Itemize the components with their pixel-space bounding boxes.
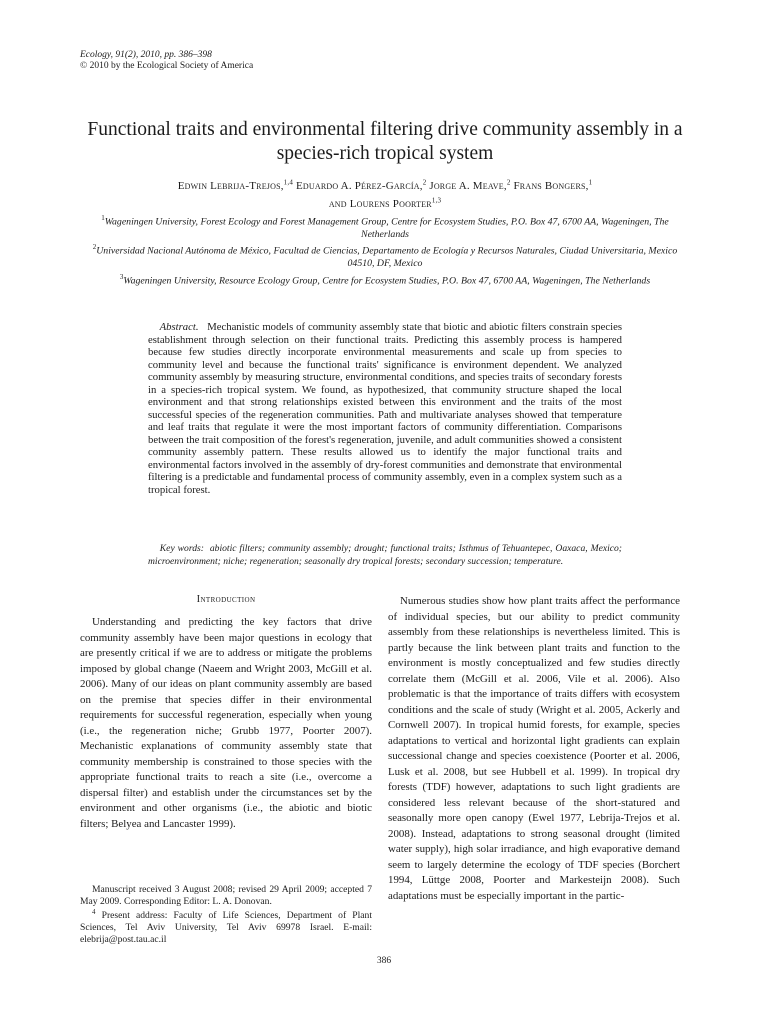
abstract-text: Mechanistic models of community assembly state that biotic and abiotic filters constrain species establishment through selection on their functional traits. Predicting this assembly process is hampered because few studies directly incorporate environmental measurements and scale up from species to community level and because the functional traits' significance is environment dependent. We analyzed community assembly by measuring structure, environmental conditions, and species traits of secondary forests in a species-rich tropical system. We found, as hypothesized, that community structure shaped the local environment and that strong relationships existed between this environment and the traits of the most successful species of the regeneration communities. Path and multivariate analyses showed that temperature and leaf traits that regulate it were the most important factors of community differentiation. Comparisons between the trait composition of the forest's regeneration, juvenile, and adult communities showed a consistent community assembly pattern. These results allowed us to identify the major functional traits and environmental factors involved in the assembly of dry-forest communities and demonstrate that environmental filtering is a predictable and fundamental process of community assembly, even in a complex system such as a tropical forest. — [148, 321, 622, 496]
author-list — [80, 175, 690, 212]
journal-citation: Ecology, 91(2), 2010, pp. 386–398 — [80, 50, 212, 60]
journal-reference — [80, 50, 253, 72]
paper-title: Functional traits and environmental filtering drive community assembly in a species-rich tropical system — [87, 119, 683, 164]
affiliation: $^3$Wageningen University, Resource Ecology Group, Centre for Ecosystem Studies, P.O. Box 47, 6700 AA, Wageningen, The Netherlands — [119, 272, 651, 286]
page-number: 386 — [376, 956, 392, 966]
paragraph: Numerous studies show how plant traits affect the performance of individual species, but our ability to predict community assembly from these relationships is nevertheless limited. This is partly because the link between plant traits and function to the environment is mostly conceptualized and few studies directly correlate them (McGill et al. 2006, Vile et al. 2006). Also problematic is that the importance of traits differs with ecosystem conditions and the scale of study (Wright et al. 2005, Ackerly and Cornwell 2007). In tropical humid forests, for example, species adaptations to vertical and horizontal light gradients can explain successional change and species coexistence (Poorter et al. 2006, Lusk et al. 2008, but see Hubbell et al. 1999). In tropical dry forests (TDF) however, adaptations to such light gradients are considered less relevant because of the short-statured and seasonally more open canopy (Ewel 1977, Lebrija-Trejos et al. 2008). Instead, adaptations to strong seasonal drought (limited water supply), high solar irradiance, and high evaporative demand seem to largely determine the ecology of TDF species (Borchert 1994, Lüttge 2008, Poorter and Markesteijn 2008). Such adaptations must be especially important in the partic- — [388, 595, 680, 902]
author: Edwin Lebrija-Trejos,$^{1,4}$ — [177, 178, 294, 192]
abstract-label: Abstract. — [159, 321, 199, 333]
left-column — [80, 594, 372, 832]
affiliation: $^1$Wageningen University, Forest Ecology and Forest Management Group, Centre for Ecosystem Studies, P.O. Box 47, 6700 AA, Wageningen, The Netherlands — [101, 214, 669, 240]
affiliations — [80, 212, 690, 287]
copyright-notice: © 2010 by the Ecological Society of America — [80, 61, 254, 71]
abstract — [148, 321, 622, 496]
author: and Lourens Poorter$^{1,3}$ — [328, 196, 442, 211]
right-column — [388, 594, 680, 904]
author: Jorge A. Meave,$^2$ — [429, 178, 511, 192]
manuscript-note: Manuscript received 3 August 2008; revised 29 April 2009; accepted 7 May 2009. Corresponding Editor: L. A. Donovan. — [80, 884, 372, 907]
paragraph: Understanding and predicting the key factors that drive community assembly have been major questions in ecology that are presently critical if we are to address or mitigate the problems imposed by global change (Naeem and Wright 2003, McGill et al. 2006). Many of our ideas on plant community assembly are based on the premise that species differ in their environmental requirements for successful regeneration, especially when young (i.e., the regeneration niche; Grubb 1977, Poorter 2007). Mechanistic explanations of community assembly state that community membership is constrained to those species with the appropriate functional traits to reach a site (i.e., overcome a dispersal filter) and establish under the circumstances set by the environment and other organisms (i.e., the abiotic and biotic filters; Belyea and Lancaster 1999). — [80, 616, 372, 830]
keywords — [148, 543, 622, 568]
keywords-text: abiotic filters; community assembly; drought; functional traits; Isthmus of Tehuantepec, Oaxaca, Mexico; microenvironment; niche; regeneration; seasonally dry tropical forests; secondary succession; temperature. — [148, 543, 623, 567]
author: Eduardo A. Pérez-García,$^2$ — [295, 178, 427, 192]
keywords-label: Key words: — [159, 543, 204, 554]
footnotes — [80, 884, 372, 945]
affiliation: $^2$Universidad Nacional Autónoma de México, Facultad de Ciencias, Departamento de Ecología y Recursos Naturales, Ciudad Universitaria, Mexico 04510, DF, Mexico — [92, 243, 678, 270]
section-heading-introduction: Introduction — [196, 594, 256, 605]
present-address-note: $^4$ Present address: Faculty of Life Sciences, Department of Plant Sciences, Tel Aviv University, Tel Aviv 69978 Israel. E-mail: elebrija@post.tau.ac.il — [80, 908, 372, 945]
author: Frans Bongers,$^1$ — [513, 178, 593, 192]
